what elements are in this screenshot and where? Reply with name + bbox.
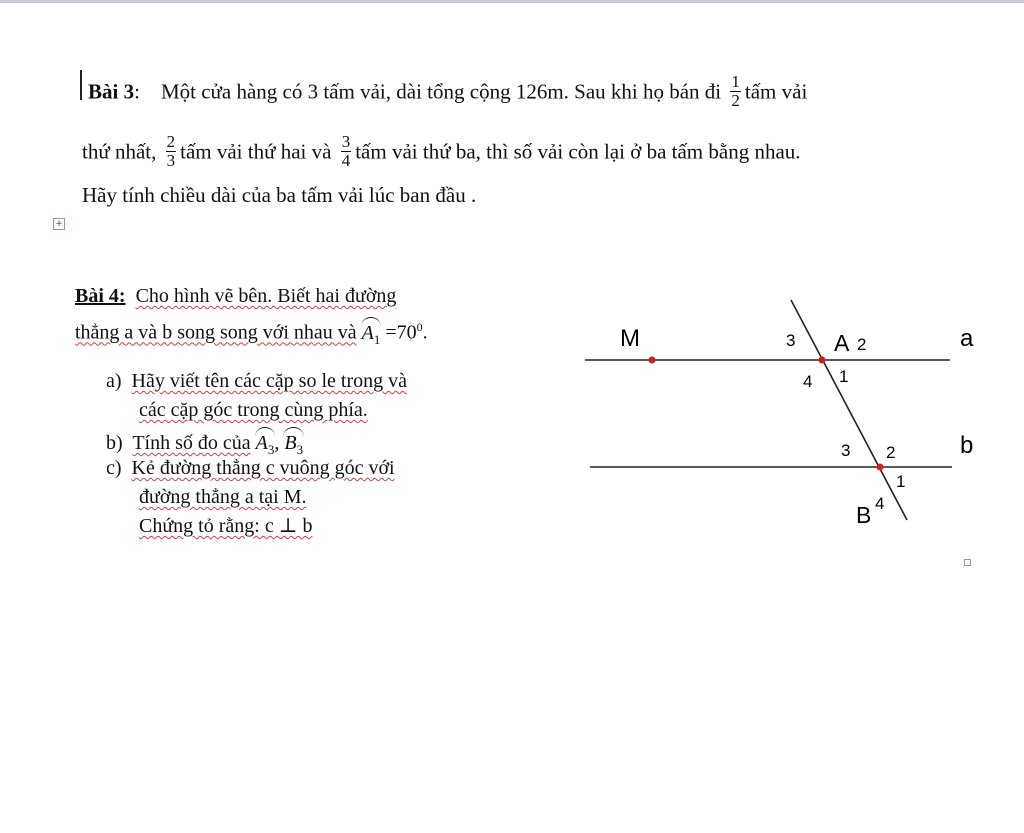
angle-A3-label: 3 bbox=[786, 331, 796, 350]
fraction-one-half: $\frac{1}{2}$ bbox=[731, 72, 740, 110]
bai4-item-b: b) Tính số đo của $A_3$, $B_3$ bbox=[106, 428, 303, 461]
bai3-title: Bài 3 bbox=[88, 79, 135, 104]
angle-B4-label: 4 bbox=[875, 494, 885, 513]
text-cursor bbox=[80, 70, 82, 100]
label-A: A bbox=[834, 330, 850, 356]
table-move-handle-icon[interactable]: + bbox=[53, 218, 65, 230]
bai3-line1: Bài 3: Một cửa hàng có 3 tấm vải, dài tổng cộng 126m. Sau khi họ bán đi $\frac{1}{2}$ tấm vải bbox=[88, 72, 808, 110]
fraction-three-quarters: $\frac{3}{4}$ bbox=[341, 132, 351, 170]
angle-B2-label: 2 bbox=[886, 443, 896, 462]
label-M: M bbox=[620, 325, 640, 352]
bai3-line3: Hãy tính chiều dài của ba tấm vải lúc ban đầu . bbox=[82, 183, 477, 207]
small-square-icon bbox=[964, 559, 971, 566]
bai4-title: Bài 4 bbox=[75, 285, 119, 307]
bai4-line1: Bài 4: Cho hình vẽ bên. Biết hai đường bbox=[75, 285, 397, 307]
fraction-two-thirds: $\frac{2}{3}$ bbox=[166, 132, 176, 170]
angle-B3-label: 3 bbox=[841, 441, 851, 460]
geometry-figure bbox=[560, 290, 980, 530]
bai3-text-1: Một cửa hàng có 3 tấm vải, dài tổng cộng 126m. Sau khi họ bán đi bbox=[160, 79, 722, 104]
angle-B3: $B_3$ bbox=[284, 428, 303, 461]
bai4-item-c-line2: đường thẳng a tại M. bbox=[139, 486, 307, 508]
angle-A2-label: 2 bbox=[857, 335, 867, 354]
bai4-item-c-line3: Chứng tỏ rằng: c ⊥ b bbox=[139, 515, 313, 537]
bai4-item-a-line2: các cặp góc trong cùng phía. bbox=[139, 399, 368, 421]
bai3-line2: thứ nhất, $\frac{2}{3}$ tấm vải thứ hai và $\frac{3}{4}$ tấm vải thứ ba, thì số vải còn lại ở ba tấm bằng nhau. bbox=[82, 132, 801, 170]
bai4-item-c-line1: c) Kẻ đường thẳng c vuông góc với bbox=[106, 457, 395, 479]
point-A bbox=[819, 357, 826, 364]
angle-A1-label: 1 bbox=[839, 367, 849, 386]
bai4-line2: thẳng a và b song song với nhau và $A_1 =70^0$. bbox=[75, 316, 428, 351]
label-a: a bbox=[960, 325, 974, 352]
angle-B1-label: 1 bbox=[896, 472, 906, 491]
window-top-border bbox=[0, 0, 1024, 3]
angle-A4-label: 4 bbox=[803, 372, 813, 391]
label-B: B bbox=[856, 502, 872, 528]
bai4-item-a-line1: a) Hãy viết tên các cặp so le trong và bbox=[106, 370, 407, 392]
point-B bbox=[877, 464, 884, 471]
point-M bbox=[649, 357, 656, 364]
angle-A1: $A_1$ bbox=[362, 318, 381, 351]
angle-A3: $A_3$ bbox=[256, 428, 275, 461]
label-b: b bbox=[960, 432, 974, 459]
